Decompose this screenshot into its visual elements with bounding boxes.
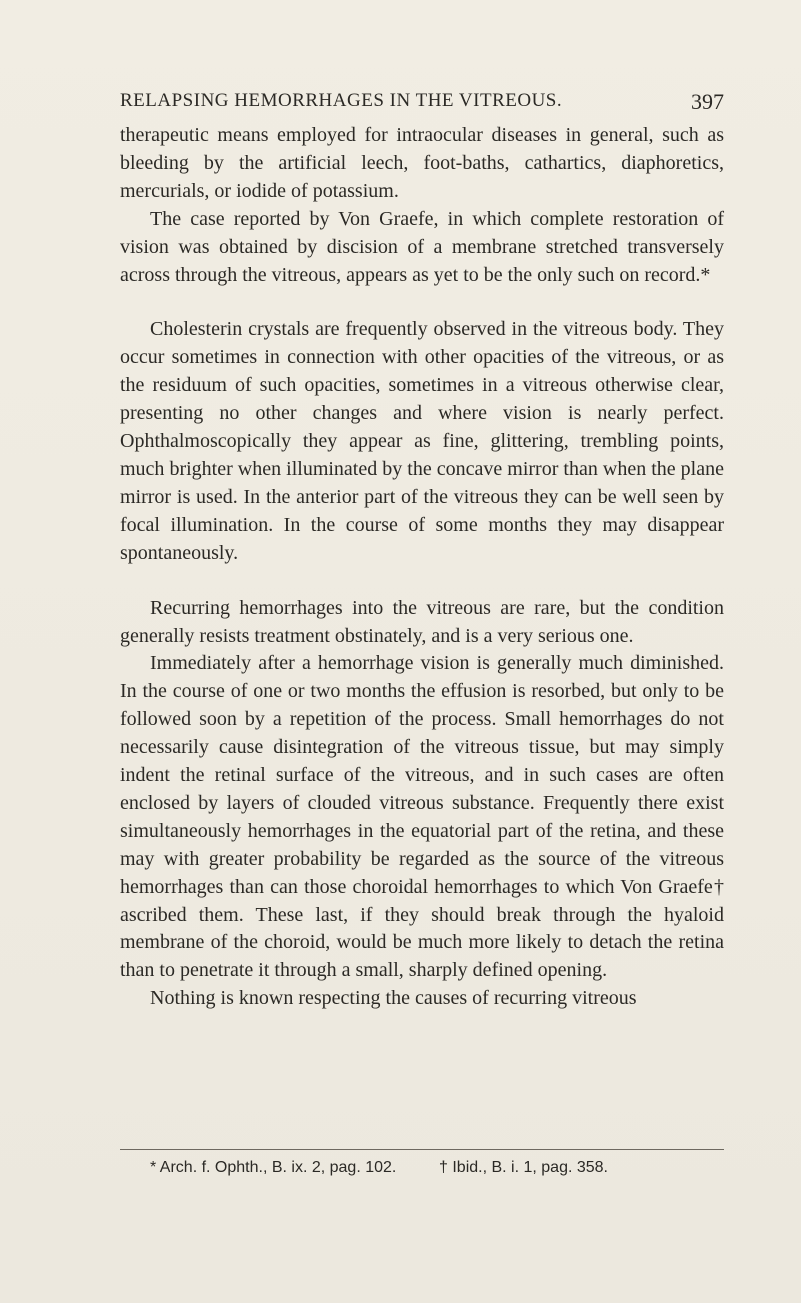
running-header	[120, 90, 724, 120]
paragraph-gap-1	[120, 289, 724, 316]
page-number: 397	[691, 89, 724, 114]
running-title: RELAPSING HEMORRHAGES IN THE VITREOUS.	[120, 90, 563, 111]
paragraph-2: The case reported by Von Graefe, in which complete restoration of vision was obtained by discision of a membrane stretched transversely across through the vitreous, appears as yet to be the only such on record.*	[120, 207, 724, 286]
body-text	[120, 122, 724, 1013]
paragraph-gap-2	[120, 568, 724, 595]
footnote-divider	[120, 1149, 724, 1150]
paragraph-1: therapeutic means employed for intraocular diseases in general, such as bleeding by the artificial leech, foot-baths, cathartics, diaphoretics, mercurials, or iodide of potassium.	[120, 124, 724, 202]
footnote-1: * Arch. f. Ophth., B. ix. 2, pag. 102.	[150, 1159, 397, 1176]
footnotes	[150, 1158, 724, 1182]
paragraph-3: Cholesterin crystals are frequently observed in the vitreous body. They occur sometimes in connection with other opacities of the vitreous, or as the residuum of such opacities, sometimes in a vitreous otherwise clear, presenting no other changes and where vision is nearly perfect. Ophthalmoscopically they appear as fine, glittering, trembling points, much brighter when illuminated by the concave mirror than when the plane mirror is used. In the anterior part of the vitreous they can be well seen by focal illumination. In the course of some months they may disappear spontaneously.	[120, 318, 724, 564]
paragraph-4: Recurring hemorrhages into the vitreous are rare, but the condition generally resists treatment obstinately, and is a very serious one.	[120, 596, 724, 647]
paragraph-6: Nothing is known respecting the causes of recurring vitreous	[150, 987, 637, 1010]
footnote-2: † Ibid., B. i. 1, pag. 358.	[439, 1159, 608, 1176]
paragraph-5: Immediately after a hemorrhage vision is generally much diminished. In the course of one or two months the effusion is resorbed, but only to be followed soon by a repetition of the process. Small hemorrhages do not necessarily cause disintegration of the vitreous tissue, but may simply indent the retinal surface of the vitreous, and in such cases are often enclosed by layers of clouded vitreous substance. Frequently there exist simultaneously hemorrhages in the equatorial part of the retina, and these may with greater probability be regarded as the source of the vitreous hemorrhages than can those choroidal hemorrhages to which Von Graefe† ascribed them. These last, if they should break through the hyaloid membrane of the choroid, would be much more likely to detach the retina than to penetrate it through a small, sharply defined opening.	[120, 652, 724, 982]
